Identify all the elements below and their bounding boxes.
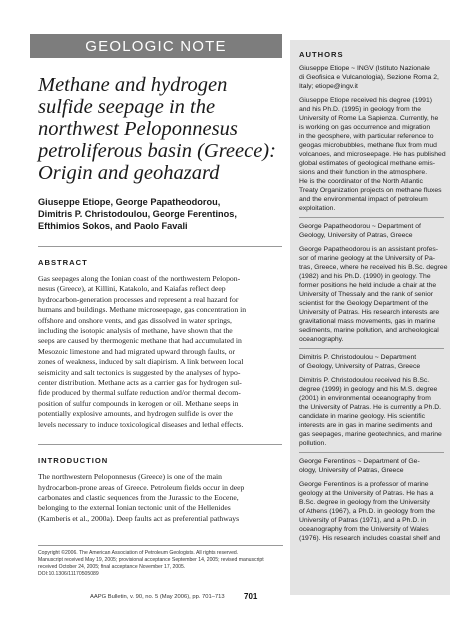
bio-line: University of Rome La Sapienza. Currently, he [299,115,439,122]
authors-heading: AUTHORS [299,50,344,59]
abstract-line: levels necessary to induce toxicological diseases and lethal effects. [38,419,244,429]
bio-line: exploitation. [299,205,336,212]
title-line: northwest Peloponnesus [38,118,238,140]
abstract-heading: ABSTRACT [38,258,88,267]
bio-line: gas seepages, marine geotechnics, and marine [299,431,442,438]
bio-head-line: Geology, University of Patras, Greece [299,232,413,239]
intro-line: hydrocarbon-prone areas of Greece. Petroleum fields occur in deep [38,482,245,492]
bio-head-line: George Papatheodorou ~ Department of [299,223,421,230]
abstract-line: Gas seepages along the Ionian coast of the northwestern Pelopon- [38,274,241,283]
abstract-line: zones of weakness, induced by salt diapirism. A link between local [38,357,244,367]
footnote-line: received October 24, 2005; final acceptance November 17, 2005. [38,564,186,570]
intro-line: belonging to the external Ionian tectonic unit of the Hellenides [38,503,231,513]
abstract-line: offshore and onshore vents, and gas dissolved in water springs, [38,315,232,325]
bio-head-line: di Geofisica e Vulcanologia), Sezione Roma 2, [299,74,439,81]
author-list [38,196,282,232]
bio-divider [299,452,444,453]
bio-affiliation [299,222,444,240]
section-banner: GEOLOGIC NOTE [30,34,282,58]
bio-line: Giuseppe Etiope received his degree (1991) [299,97,433,104]
title-line: petroliferous basin (Greece): [38,140,276,162]
bio-line: sor of marine geology at the University of Pa- [299,255,436,262]
bio-text [299,480,444,543]
bio-affiliation [299,353,444,371]
abstract-line: hydrocarbon-generation processes and represent a real hazard for [38,294,239,304]
section-divider [38,444,282,445]
bio-line: geogas microbubbles, methane flux from mud [299,142,437,149]
abstract-line: potentially explosive amounts, and hydrogen sulfide is over the [38,409,233,419]
bio-line: B.Sc. degree in geology from the University [299,499,430,506]
bio-line: tras, Greece, where he received his B.Sc. degree [299,264,448,271]
bio-line: gravitational mass movements, gas in marine [299,318,436,325]
bio-text [299,96,444,213]
bio-line: Treaty Organization projects on methane fluxes [299,187,442,194]
bio-line: University of Patras. His research interests are [299,309,440,316]
manuscript-footnotes [38,545,283,578]
author-line: Giuseppe Etiope, George Papatheodorou, [38,197,221,207]
bio-line: oceanography. [299,336,344,343]
author-bio [299,457,444,543]
bio-text [299,245,448,344]
bio-line: volcanoes, and microseepage. He has published [299,151,446,158]
bio-divider [299,348,444,349]
bio-affiliation [299,457,444,475]
footnote-line: DOI:10.1306/11170505089 [38,571,99,577]
bio-line: in the geosphere, with particular reference to [299,133,434,140]
bio-line: is working on gas occurrence and migration [299,124,431,131]
abstract-line: seismicity and salt tectonics is suggested by the analyses of hypo- [38,367,241,377]
bio-line: scientist for the Geology Department of the [299,300,429,307]
bio-head-line: George Ferentinos ~ Department of Ge- [299,458,420,465]
bio-line: sions and their function in the atmosphere. [299,169,428,176]
bio-line: degree (1999) in geology and his M.S. degree [299,386,438,393]
abstract-line: Mesozoic limestone and had migrated upward through faults, or [38,346,236,356]
bio-line: the University of Patras. He is currently a Ph.D. [299,404,442,411]
title-line: Origin and geohazard [38,162,220,184]
bio-line: University of Thessaly and the rank of senior [299,291,433,298]
authors-sidebar [290,40,450,595]
footnote-line: Manuscript received May 19, 2005; provisional acceptance September 14, 2005; revised manuscript [38,557,264,563]
bio-head-line: ology, University of Patras, Greece [299,467,404,474]
bio-line: pollution. [299,440,327,447]
title-line: sulfide seepage in the [38,96,216,118]
bio-line: candidate in marine geology. His scientific [299,413,426,420]
bio-line: of Athens (1967), a Ph.D. in geology from the [299,508,436,515]
article-title [38,74,282,184]
bio-line: (2001) in environmental oceanography from [299,395,431,402]
author-bio [299,222,448,344]
author-bio [299,353,444,448]
journal-citation-footer: AAPG Bulletin, v. 90, no. 5 (May 2006), pp. 701–713 [90,594,225,600]
bio-line: (1976). His research includes coastal shelf and [299,535,441,542]
author-line: Efthimios Sokos, and Paolo Favali [38,221,188,231]
footnote-line: Copyright ©2006. The American Association of Petroleum Geologists. All rights reserved. [38,550,239,556]
abstract-line: seeps are caused by thermogenic methane that had accumulated in [38,336,242,346]
bio-head-line: Dimitris P. Christodoulou ~ Department [299,354,417,361]
abstract-line: center distribution. Methane acts as a carrier gas for hydrogen sul- [38,378,242,388]
bio-line: University of Patras (1971), and a Ph.D. in [299,517,427,524]
bio-line: oceanography from the University of Wales [299,526,429,533]
abstract-line: fide produced by thermal sulfate reduction and/or thermal decom- [38,388,241,398]
title-line: Methane and hydrogen [38,74,228,96]
main-column [30,34,282,524]
bio-line: and his Ph.D. (1995) in geology from the [299,106,422,113]
bio-line: sediments, marine pollution, and archeological [299,327,439,334]
bio-line: George Papatheodorou is an assistant profes- [299,246,439,253]
abstract-line: including the isotopic analysis of methane, have shown that the [38,326,233,336]
bio-line: and the environmental impact of petroleum [299,196,428,203]
section-divider [38,246,282,247]
author-bio [299,64,444,213]
abstract-line: position of sulfur compounds in kerogen or oil. Methane seeps in [38,398,239,408]
bio-head-line: Giuseppe Etiope ~ INGV (Istituto Nazionale [299,65,430,72]
bio-affiliation [299,64,444,91]
abstract-body [38,274,282,430]
abstract-line: humans and buildings. Methane microseepage, gas concentration in [38,305,247,315]
bio-line: interests are in gas in marine sediments and [299,422,433,429]
bio-head-line: Italy; etiope@ingv.it [299,83,358,90]
abstract-line: nesus (Greece), at Killini, Katakolo, and Kaiafas reflect deep [38,284,226,294]
bio-line: George Ferentinos is a professor of marine [299,481,429,488]
bio-line: former positions he held include a chair at the [299,282,437,289]
intro-line: The northwestern Peloponnesus (Greece) is one of the main [38,472,223,482]
intro-line: carbonates and clastic sequences from the Jurassic to the Eocene, [38,492,239,502]
bio-divider [299,217,444,218]
page-number: 701 [244,592,258,601]
bio-line: geology at the University of Patras. He has a [299,490,434,497]
bio-text [299,376,444,448]
introduction-body [38,472,282,524]
bio-line: Dimitris P. Christodoulou received his B.Sc. [299,377,430,384]
bio-line: global estimates of geological methane emis- [299,160,436,167]
bio-line: (1982) and his Ph.D. (1990) in geology. The [299,273,431,280]
bio-line: He is the coordinator of the North Atlantic [299,178,423,185]
introduction-heading: INTRODUCTION [38,456,109,466]
author-line: Dimitris P. Christodoulou, George Ferentinos, [38,209,237,219]
bio-head-line: of Geology, University of Patras, Greece [299,363,421,370]
intro-line: (Kamberis et al., 2000a). Deep faults act as preferential pathways [38,513,240,523]
